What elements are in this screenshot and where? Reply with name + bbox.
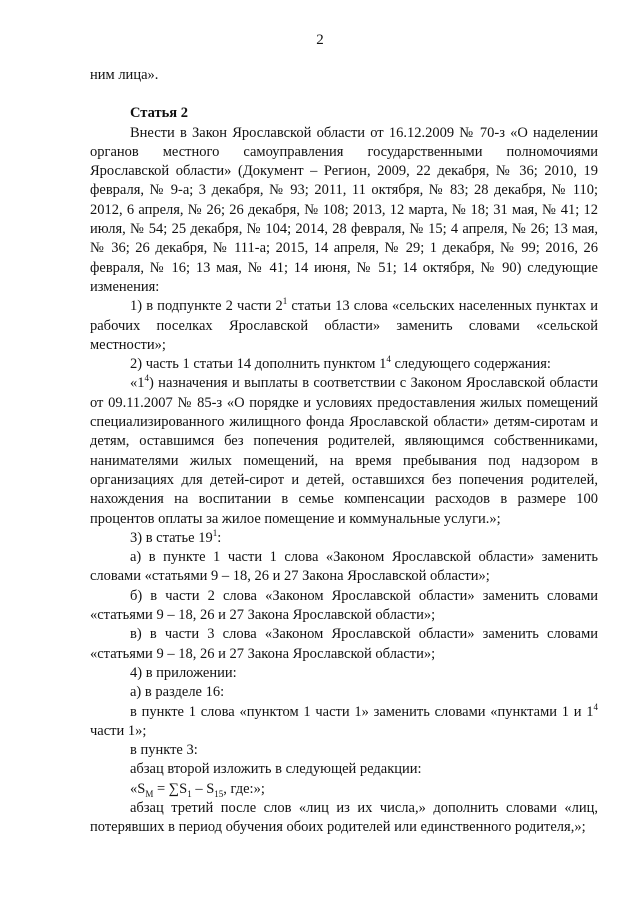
item-4a-point-1: в пункте 1 слова «пунктом 1 части 1» заменить словами «пунктами 1 и $1^4$ части 1»; [90, 701, 598, 739]
item-4a-paragraph-2: абзац второй изложить в следующей редакции: [130, 761, 422, 778]
item-4a-paragraph-3: абзац третий после слов «лиц из их числа,» дополнить словами «лиц, потерявших в период обучения обоих родителей или единственного родителя,»; [90, 799, 598, 836]
item-3c: в) в части 3 слова «Законом Ярославской области» заменить словами «статьями 9 – 18, 26 и 27 Закона Ярославской области»; [90, 626, 598, 662]
item-4a-point-3: в пункте 3: [130, 742, 198, 759]
item-4: 4) в приложении: [130, 664, 237, 681]
article-heading: Статья 2 [130, 105, 188, 122]
spacer [90, 85, 598, 104]
article-intro: Внести в Закон Ярославской области от 16.12.2009 № 70-з «О наделении органов местного самоуправления государственными полномочиями Ярославской области» (Документ – Регион, 2009, 22 декабря, № 36; 2010, 19 февраля, № 9-а; 3 декабря, № 93; 2011, 11 октября, № 83; 28 декабря, № 110; 2012, 6 апреля, № 26; 26 декабря, № 108; 2013, 12 марта, № 18; 31 мая, № 41; 12 июля, № 54; 25 декабря, № 104; 2014, 28 февраля, № 15; 4 апреля, № 26; 13 мая, № 36; 26 декабря, № 111-а; 2015, 14 апреля, № 29; 1 декабря, № 99; 2016, 26 февраля, № 16; 13 мая, № 41; 14 июня, № 51; 14 октября, № 90) следующие изменения: [90, 124, 598, 295]
item-4a: а) в разделе 16: [130, 684, 225, 701]
page-number: 2 [316, 32, 324, 48]
item-2-quote: «$1^4$) назначения и выплаты в соответствии с Законом Ярославской области от 09.11.2007 № 85-з «О порядке и условиях предоставления жилых помещений специализированного жилищного фонда Ярославской области» детям-сиротам и детям, оставшимся без попечения родителей, являющимся собственниками, нанимателями жилых помещений, на время пребывания под надзором в организациях для детей-сирот и детей, оставшихся без попечения родителей, нахождения на воспитании в семье компенсации расходов в размере 100 процентов оплаты за жилое помещение и коммунальные услуги.»; [90, 373, 598, 527]
item-2: 2) часть 1 статьи 14 дополнить пунктом $1^4$ следующего содержания: [130, 354, 551, 373]
formula: «$S_М = \sum S_1 - S_{15}$, где:»; [130, 780, 265, 799]
item-3a: а) в пункте 1 части 1 слова «Законом Ярославской области» заменить словами «статьями 9 – 18, 26 и 27 Закона Ярославской области»; [90, 549, 598, 585]
lead-text: ним лица». [90, 67, 159, 83]
item-3: 3) в статье $19^1$: [130, 528, 222, 546]
document-body [90, 66, 598, 838]
item-1: 1) в подпункте 2 части $2^1$ статьи 13 слова «сельских населенных пунктах и рабочих поселках Ярославской области» заменить словами «сельской местности»; [90, 296, 598, 353]
item-3b: б) в части 2 слова «Законом Ярославской области» заменить словами «статьями 9 – 18, 26 и 27 Закона Ярославской области»; [90, 587, 598, 624]
